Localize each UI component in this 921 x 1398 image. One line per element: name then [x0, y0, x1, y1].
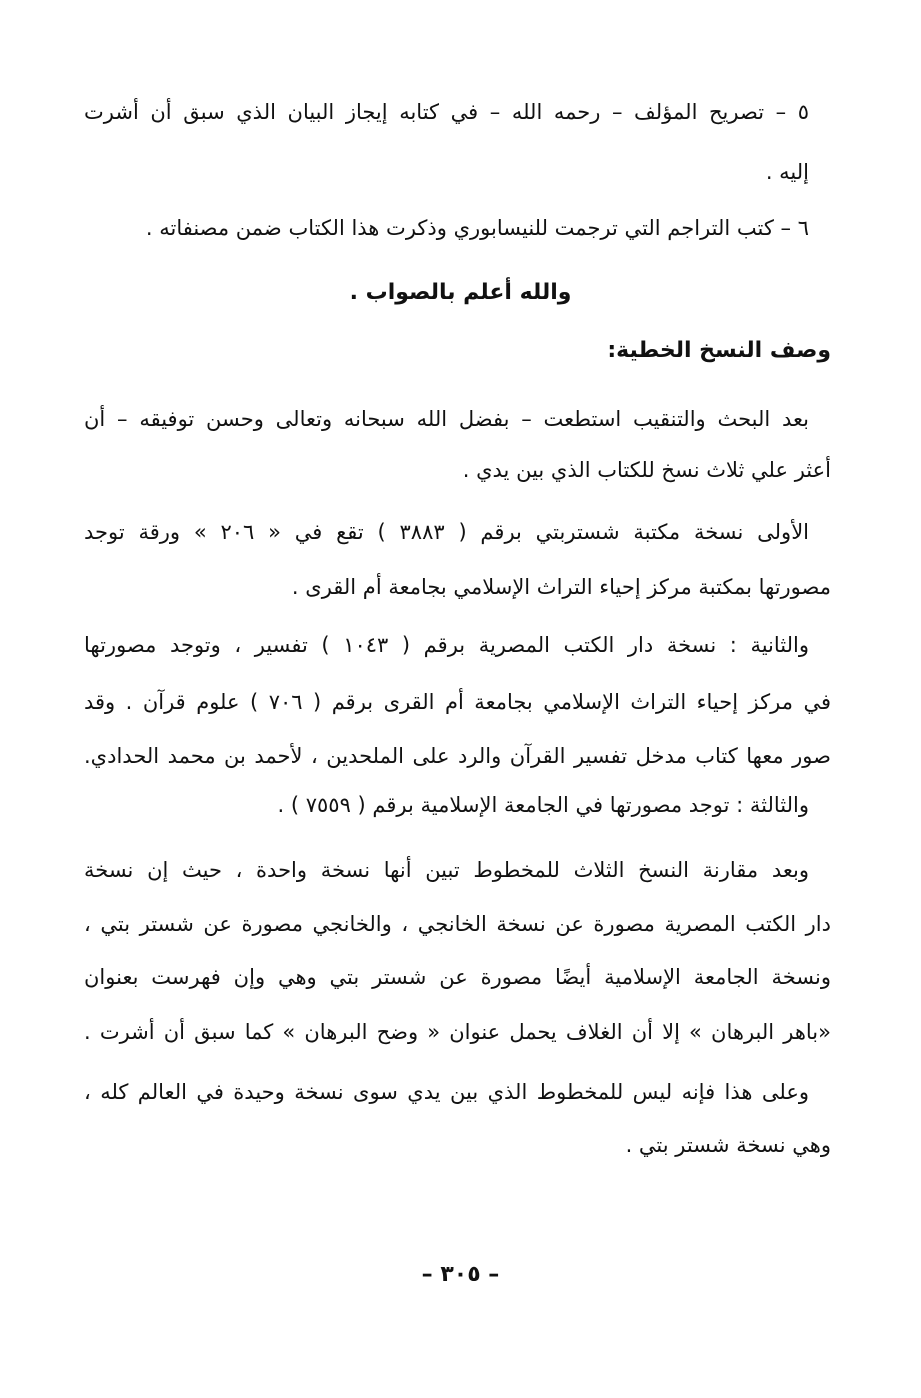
paragraph-line: بعد البحث والتنقيب استطعت – بفضل الله سبحانه وتعالى وحسن توفيقه – أن	[84, 407, 809, 431]
paragraph-line: أعثر علي ثلاث نسخ للكتاب الذي بين يدي .	[462, 458, 831, 482]
list-item-5-continuation: إليه .	[765, 160, 809, 184]
paragraph-line: «باهر البرهان » إلا أن الغلاف يحمل عنوان « وضح البرهان » كما سبق أن أشرت .	[84, 1020, 831, 1044]
paragraph-line: دار الكتب المصرية مصورة عن نسخة الخانجي ، والخانجي مصورة عن شستر بتي ،	[84, 912, 831, 936]
closing-phrase: والله أعلم بالصواب .	[349, 280, 572, 305]
paragraph-line: وبعد مقارنة النسخ الثلاث للمخطوط تبين أنها نسخة واحدة ، حيث إن نسخة	[84, 858, 809, 882]
paragraph-line: الأولى نسخة مكتبة شستربتي برقم ( ٣٨٨٣ ) تقع في « ٢٠٦ » ورقة توجد	[84, 520, 810, 544]
paragraph-line: والثالثة : توجد مصورتها في الجامعة الإسلامية برقم ( ٧٥٥٩ ) .	[277, 793, 809, 817]
paragraph-line: في مركز إحياء التراث الإسلامي بجامعة أم القرى برقم ( ٧٠٦ ) علوم قرآن . وقد	[84, 690, 831, 714]
list-item-5: ٥ – تصريح المؤلف – رحمه الله – في كتابه إيجاز البيان الذي سبق أن أشرت	[84, 100, 809, 124]
paragraph-line: والثانية : نسخة دار الكتب المصرية برقم ( ١٠٤٣ ) تفسير ، وتوجد مصورتها	[84, 633, 809, 657]
section-heading: وصف النسخ الخطية:	[607, 338, 831, 363]
list-item-6: ٦ – كتب التراجم التي ترجمت للنيسابوري وذكرت هذا الكتاب ضمن مصنفاته .	[145, 216, 809, 240]
paragraph-line: صور معها كتاب مدخل تفسير القرآن والرد على الملحدين ، لأحمد بن محمد الحدادي.	[84, 744, 831, 768]
paragraph-line: مصورتها بمكتبة مركز إحياء التراث الإسلامي بجامعة أم القرى .	[291, 575, 831, 599]
paragraph-line: وهي نسخة شستر بتي .	[625, 1133, 831, 1157]
paragraph-line: ونسخة الجامعة الإسلامية أيضًا مصورة عن شستر بتي وهي وإن فهرست بعنوان	[84, 965, 831, 989]
paragraph-line: وعلى هذا فإنه ليس للمخطوط الذي بين يدي سوى نسخة وحيدة في العالم كله ،	[84, 1080, 809, 1104]
page-number: – ٣٠٥ –	[421, 1262, 500, 1287]
